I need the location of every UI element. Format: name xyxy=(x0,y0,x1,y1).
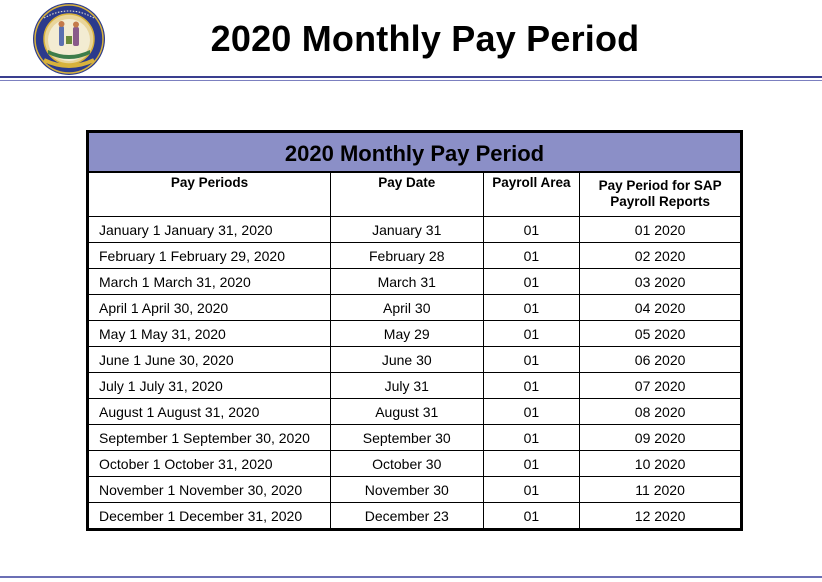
sap-period-cell: 02 2020 xyxy=(580,243,742,269)
sap-period-cell: 11 2020 xyxy=(580,477,742,503)
sap-period-cell: 10 2020 xyxy=(580,451,742,477)
header-pay-periods: Pay Periods xyxy=(88,172,331,217)
pay-period-table xyxy=(86,130,743,531)
pay-date-cell: January 31 xyxy=(330,217,483,243)
pay-date-cell: October 30 xyxy=(330,451,483,477)
pay-period-cell: January 1 January 31, 2020 xyxy=(88,217,331,243)
pay-period-cell: November 1 November 30, 2020 xyxy=(88,477,331,503)
footer-divider xyxy=(0,576,822,578)
pay-date-cell: February 28 xyxy=(330,243,483,269)
table-row xyxy=(88,347,742,373)
sap-period-cell: 09 2020 xyxy=(580,425,742,451)
pay-period-cell: April 1 April 30, 2020 xyxy=(88,295,331,321)
pay-date-cell: September 30 xyxy=(330,425,483,451)
payroll-area-cell: 01 xyxy=(483,373,580,399)
sap-period-cell: 01 2020 xyxy=(580,217,742,243)
payroll-area-cell: 01 xyxy=(483,347,580,373)
table-row xyxy=(88,425,742,451)
sap-period-cell: 12 2020 xyxy=(580,503,742,530)
pay-date-cell: August 31 xyxy=(330,399,483,425)
pay-period-cell: March 1 March 31, 2020 xyxy=(88,269,331,295)
table-row xyxy=(88,295,742,321)
sap-period-cell: 03 2020 xyxy=(580,269,742,295)
pay-period-cell: July 1 July 31, 2020 xyxy=(88,373,331,399)
table-header-row xyxy=(88,172,742,217)
page-title: 2020 Monthly Pay Period xyxy=(210,18,640,59)
table-row xyxy=(88,399,742,425)
table-row xyxy=(88,477,742,503)
payroll-area-cell: 01 xyxy=(483,399,580,425)
sap-period-cell: 06 2020 xyxy=(580,347,742,373)
payroll-area-cell: 01 xyxy=(483,217,580,243)
pay-period-cell: December 1 December 31, 2020 xyxy=(88,503,331,530)
header-payroll-area: Payroll Area xyxy=(483,172,580,217)
table-caption-row xyxy=(88,132,742,173)
pay-period-cell: September 1 September 30, 2020 xyxy=(88,425,331,451)
pay-date-cell: June 30 xyxy=(330,347,483,373)
pay-date-cell: July 31 xyxy=(330,373,483,399)
payroll-area-cell: 01 xyxy=(483,425,580,451)
pay-period-cell: February 1 February 29, 2020 xyxy=(88,243,331,269)
pay-date-cell: March 31 xyxy=(330,269,483,295)
pay-period-cell: May 1 May 31, 2020 xyxy=(88,321,331,347)
payroll-area-cell: 01 xyxy=(483,243,580,269)
payroll-area-cell: 01 xyxy=(483,269,580,295)
sap-period-cell: 07 2020 xyxy=(580,373,742,399)
pay-date-cell: December 23 xyxy=(330,503,483,530)
header-sap-period-line2: Payroll Reports xyxy=(610,194,710,209)
table-caption: 2020 Monthly Pay Period xyxy=(88,132,742,173)
pay-period-cell: August 1 August 31, 2020 xyxy=(88,399,331,425)
payroll-area-cell: 01 xyxy=(483,477,580,503)
table-row xyxy=(88,321,742,347)
payroll-area-cell: 01 xyxy=(483,321,580,347)
header-divider xyxy=(0,76,822,78)
header-sap-period xyxy=(580,172,742,217)
pay-period-cell: June 1 June 30, 2020 xyxy=(88,347,331,373)
table-row xyxy=(88,451,742,477)
table-row xyxy=(88,503,742,530)
header-pay-date: Pay Date xyxy=(330,172,483,217)
table-row xyxy=(88,217,742,243)
pay-period-cell: October 1 October 31, 2020 xyxy=(88,451,331,477)
pay-date-cell: May 29 xyxy=(330,321,483,347)
table-row xyxy=(88,373,742,399)
table-row xyxy=(88,243,742,269)
sap-period-cell: 04 2020 xyxy=(580,295,742,321)
sap-period-cell: 08 2020 xyxy=(580,399,742,425)
sap-period-cell: 05 2020 xyxy=(580,321,742,347)
header-sap-period-line1: Pay Period for SAP xyxy=(598,178,722,193)
payroll-area-cell: 01 xyxy=(483,451,580,477)
pay-date-cell: April 30 xyxy=(330,295,483,321)
header-divider-thin xyxy=(0,80,822,81)
table-row xyxy=(88,269,742,295)
payroll-area-cell: 01 xyxy=(483,503,580,530)
pay-date-cell: November 30 xyxy=(330,477,483,503)
payroll-area-cell: 01 xyxy=(483,295,580,321)
